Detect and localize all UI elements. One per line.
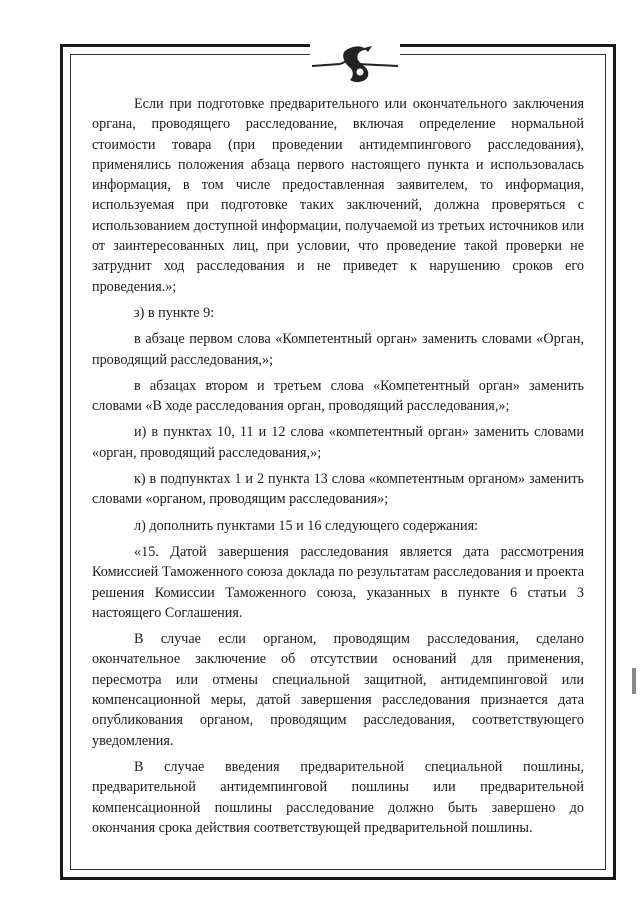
paragraph-clause-15: «15. Датой завершения расследования является дата рассмотрения Комиссией Таможенного союза доклада по результатам расследования и проекта решения Комиссии Таможенного союза, указанных в пункте 6 статьи 3 настоящего Соглашения. (92, 543, 584, 621)
paragraph-item-z: з) в пункте 9: (134, 304, 215, 321)
paragraph-final-conclusion: В случае если органом, проводящим расследования, сделано окончательное заключение об отсутствии оснований для применения, пересмотра или отмены специальной защитной, антидемпинговой или компенсационной меры, датой завершения расследования признается дата опубликования органом, проводящим расследования, соответствующего уведомления. (92, 631, 584, 749)
scan-edge-mark (632, 668, 636, 694)
paragraph-item-i: и) в пунктах 10, 11 и 12 слова «компетентный орган» заменить словами «орган, проводящий расследования,»; (92, 424, 584, 461)
document-body (92, 94, 584, 838)
paragraph-provisional-duty: В случае введения предварительной специальной пошлины, предварительной антидемпинговой пошлины или предварительной компенсационной пошлины расследование должно быть завершено до окончания срока действия соответствующей предварительной пошлины. (92, 758, 584, 836)
paragraph-abzac-second-third: в абзацах втором и третьем слова «Компетентный орган» заменить словами «В ходе расследования орган, проводящий расследования,»; (92, 377, 584, 415)
paragraph-item-k: к) в подпунктах 1 и 2 пункта 13 слова «компетентным органом» заменить словами «органом, проводящим расследования»; (92, 471, 584, 508)
paragraph-abzac-first: в абзаце первом слова «Компетентный орган» заменить словами «Орган, проводящий расследования,»; (92, 331, 584, 368)
paragraph-item-l: л) дополнить пунктами 15 и 16 следующего содержания: (134, 517, 479, 534)
eagle-emblem-icon (310, 44, 400, 88)
paragraph-verification: Если при подготовке предварительного или окончательного заключения органа, проводящего расследование, включая определение нормальной стоимости товара (при проведении антидемпингового расследования), применялись положения абзаца первого настоящего пункта и использовалась информация, в том числе предоставленная заявителем, то информация, используемая при подготовке таких заключений, должна проверяться с использованием доступной информации, получаемой из третьих источников или от заинтересованных лиц, при условии, что проведение такой проверки не затруднит ход расследования и не приведет к нарушению сроков его проведения.»; (92, 96, 584, 295)
